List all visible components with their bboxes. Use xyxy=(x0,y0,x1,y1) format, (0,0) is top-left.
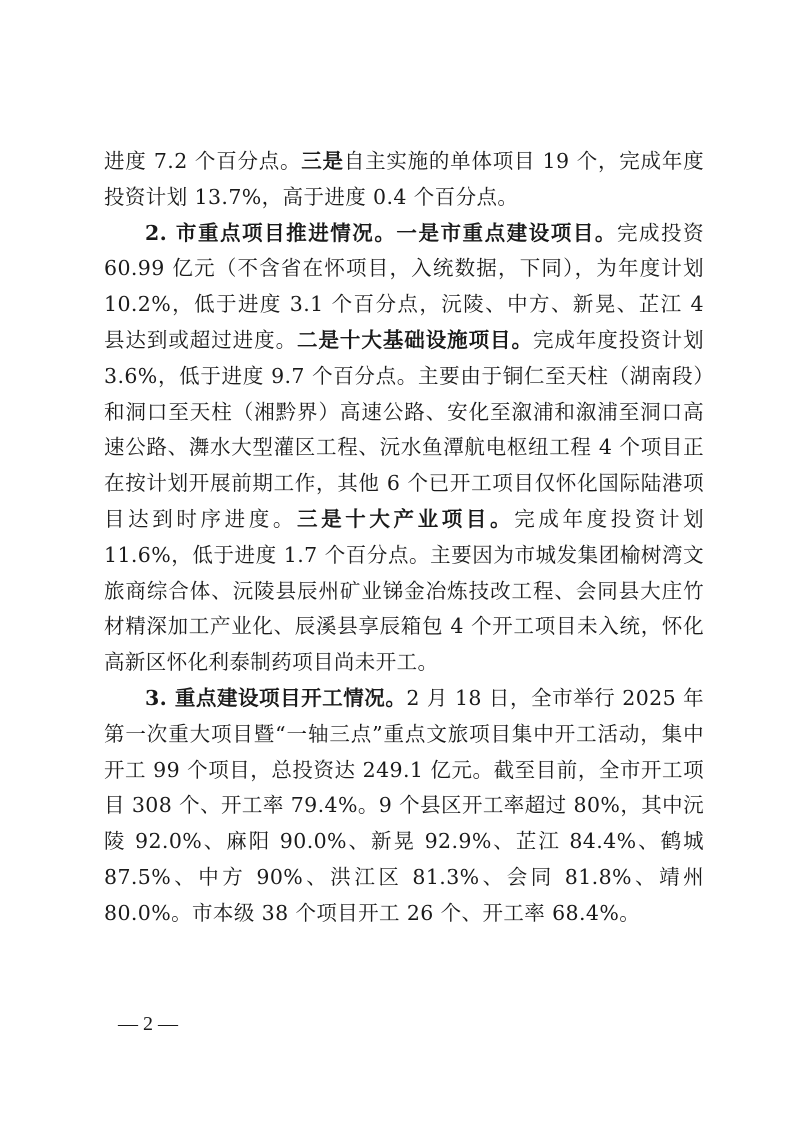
document-body xyxy=(104,144,704,932)
text-run: 2 月 18 日，全市举行 2025 年第一次重大项目暨“一轴三点”重点文旅项目集中开工活动，集中开工 99 个项目，总投资达 249.1 亿元。截至目前，全市开工项目 308 个、开工率 79.4%。9 个县区开工率超过 80%，其中沅陵 92.0%、麻阳 90.0%、新晃 92.9%、芷江 84.4%、鹤城 87.5%、中方 90%、洪江区 81.3%、会同 81.8%、靖州 80.0%。市本级 38 个项目开工 26 个、开工率 68.4%。 xyxy=(104,685,704,925)
bold-heading-run: 三是 xyxy=(301,149,344,173)
bold-heading-run: 三是十大产业项目。 xyxy=(297,506,515,531)
text-run: 完成投资 60.99 亿元（不含省在怀项目，入统数据，下同），为年度计划 10.2%，低于进度 3.1 个百分点，沅陵、中方、新晃、芷江 4 县达到或超过进度。 xyxy=(104,220,704,352)
bold-heading-run: 3. 重点建设项目开工情况。 xyxy=(145,685,407,710)
text-run: 进度 7.2 个百分点。 xyxy=(104,149,302,173)
paragraph-1 xyxy=(104,144,704,216)
text-run: 完成年度投资计划 11.6%，低于进度 1.7 个百分点。主要因为市城发集团榆树湾文旅商综合体、沅陵县辰州矿业锑金冶炼技改工程、会同县大庄竹材精深加工产业化、辰溪县享辰箱包 4 个开工项目未入统，怀化高新区怀化利泰制药项目尚未开工。 xyxy=(104,506,704,675)
paragraph-3 xyxy=(104,681,704,932)
page-number: — 2 — xyxy=(118,1013,178,1035)
text-run: 自主实施的单体项目 19 个，完成年度投资计划 13.7%，高于进度 0.4 个百分点。 xyxy=(104,149,704,209)
bold-heading-run: 2. 市重点项目推进情况。一是市重点建设项目。 xyxy=(145,220,617,245)
text-run: 完成年度投资计划 3.6%，低于进度 9.7 个百分点。主要由于铜仁至天柱（湖南段）和洞口至天柱（湘黔界）高速公路、安化至溆浦和溆浦至洞口高速公路、㵲水大型灌区工程、沅水鱼潭航电枢纽工程 4 个项目正在按计划开展前期工作，其他 6 个已开工项目仅怀化国际陆港项目达到时序进度。 xyxy=(104,327,704,531)
paragraph-2 xyxy=(104,216,704,681)
bold-heading-run: 二是十大基础设施项目。 xyxy=(297,327,533,352)
